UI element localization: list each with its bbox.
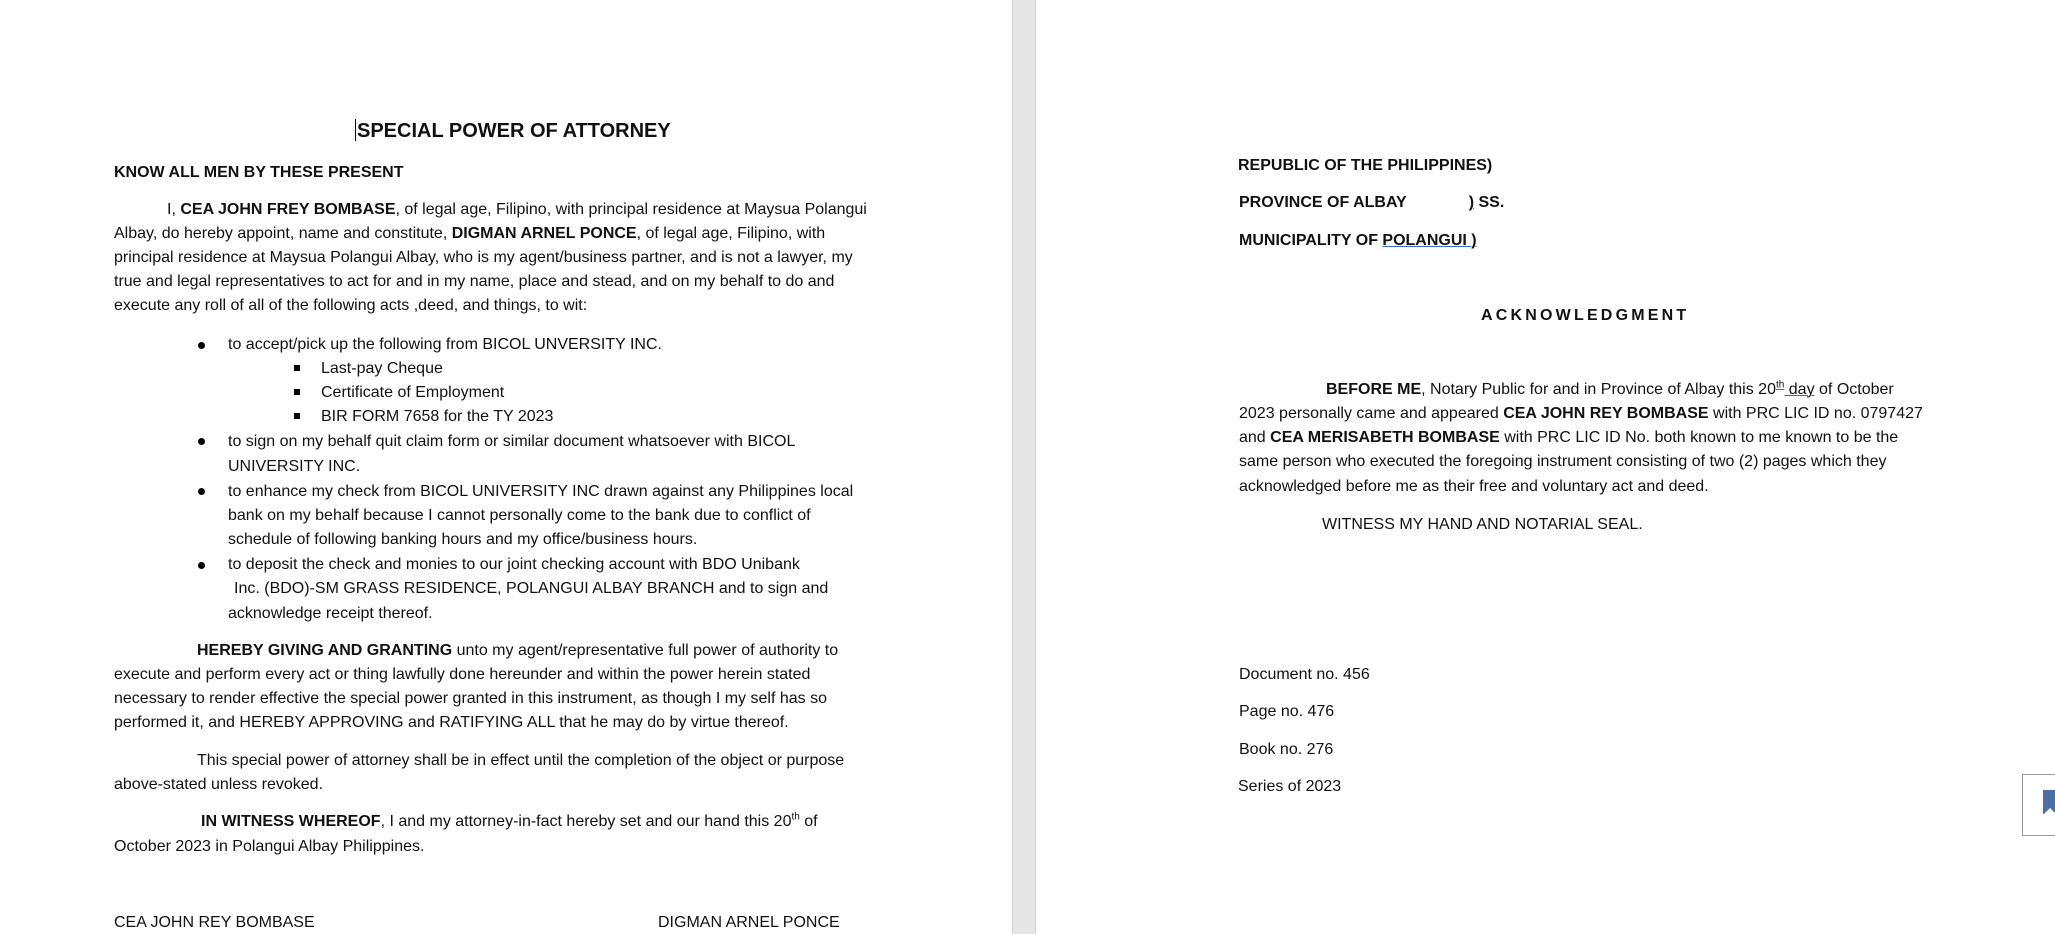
square-bullet-marker xyxy=(294,365,300,371)
page-number: Page no. 476 xyxy=(1239,703,1335,720)
list-item-enhance-line-2: bank on my behalf because I cannot personally come to the bank due to conflict of xyxy=(228,507,811,524)
effect-line-1: This special power of attorney shall be in effect until the completion of the object or purpose xyxy=(197,752,845,769)
know-all-heading: KNOW ALL MEN BY THESE PRESENT xyxy=(114,164,404,181)
list-item-deposit-line-2: Inc. (BDO)-SM GRASS RESIDENCE, POLANGUI ALBAY BRANCH and to sign and xyxy=(234,580,829,597)
intro-line-4: true and legal representatives to act for and in my name, place and stead, and on my behalf to do and xyxy=(114,273,835,290)
document-number: Document no. 456 xyxy=(1239,666,1370,683)
square-bullet-marker xyxy=(294,413,300,419)
intro-line-2: Albay, do hereby appoint, name and constitute, DIGMAN ARNEL PONCE, of legal age, Filipino, with xyxy=(114,225,826,242)
bullet-marker xyxy=(198,562,205,569)
witness-line-2: October 2023 in Polangui Albay Philippines. xyxy=(114,838,425,855)
list-item-sign-line-2: UNIVERSITY INC. xyxy=(228,458,361,475)
bullet-marker xyxy=(198,342,205,349)
document-page-1[interactable] xyxy=(0,0,1012,934)
sub-item-bir-form: BIR FORM 7658 for the TY 2023 xyxy=(321,408,554,425)
hereby-line-1: HEREBY GIVING AND GRANTING unto my agent/representative full power of authority to xyxy=(197,642,839,659)
intro-line-3: principal residence at Maysua Polangui Albay, who is my agent/business partner, and is not a lawyer, my xyxy=(114,249,853,266)
witness-line-1: IN WITNESS WHEREOF, I and my attorney-in-fact hereby set and our hand this 20th of xyxy=(201,811,818,830)
intro-line-5: execute any roll of all of the following acts ,deed, and things, to wit: xyxy=(114,297,588,314)
republic-line: REPUBLIC OF THE PHILIPPINES) xyxy=(1238,157,1493,174)
signatory-agent: DIGMAN ARNEL PONCE xyxy=(658,914,840,931)
ack-line-3: and CEA MERISABETH BOMBASE with PRC LIC ID No. both known to me known to be the xyxy=(1239,429,1899,446)
list-item-deposit-line-1: to deposit the check and monies to our joint checking account with BDO Unibank xyxy=(228,556,800,573)
hereby-line-3: necessary to render effective the special power granted in this instrument, as though I my self has so xyxy=(114,690,827,707)
list-item-enhance-line-1: to enhance my check from BICOL UNIVERSITY INC drawn against any Philippines local xyxy=(228,483,854,500)
bullet-marker xyxy=(198,488,205,495)
series-line: Series of 2023 xyxy=(1238,778,1342,795)
sub-item-last-pay: Last-pay Cheque xyxy=(321,360,443,377)
hereby-line-2: execute and perform every act or thing lawfully done hereunder and within the power herein stated xyxy=(114,666,811,683)
text-cursor xyxy=(355,119,356,141)
hereby-line-4: performed it, and HEREBY APPROVING and RATIFYING ALL that he may do by virtue thereof. xyxy=(114,714,789,731)
list-item-accept: to accept/pick up the following from BICOL UNVERSITY INC. xyxy=(228,336,662,353)
bullet-marker xyxy=(198,438,205,445)
municipality-line: MUNICIPALITY OF POLANGUI ) xyxy=(1239,232,1477,249)
ack-line-1: BEFORE ME, Notary Public for and in Province of Albay this 20th day of October xyxy=(1326,379,1894,398)
side-panel-toggle[interactable] xyxy=(2022,774,2055,836)
square-bullet-marker xyxy=(294,389,300,395)
ack-line-5: acknowledged before me as their free and voluntary act and deed. xyxy=(1239,478,1709,495)
list-item-deposit-line-3: acknowledge receipt thereof. xyxy=(228,605,433,622)
sub-item-certificate: Certificate of Employment xyxy=(321,384,505,401)
book-number: Book no. 276 xyxy=(1239,741,1334,758)
document-title: SPECIAL POWER OF ATTORNEY xyxy=(357,120,671,142)
document-page-2[interactable] xyxy=(1036,0,2055,934)
list-item-sign-line-1: to sign on my behalf quit claim form or similar document whatsoever with BICOL xyxy=(228,433,796,450)
intro-line-1: I, CEA JOHN FREY BOMBASE, of legal age, Filipino, with principal residence at Maysua Polangui xyxy=(167,201,867,218)
province-line: PROVINCE OF ALBAY ) SS. xyxy=(1239,194,1505,211)
list-item-enhance-line-3: schedule of following banking hours and my office/business hours. xyxy=(228,531,698,548)
page-gutter xyxy=(1012,0,1036,934)
acknowledgment-heading: ACKNOWLEDGMENT xyxy=(1481,307,1690,324)
effect-line-2: above-stated unless revoked. xyxy=(114,776,324,793)
ack-line-2: 2023 personally came and appeared CEA JOHN REY BOMBASE with PRC LIC ID no. 0797427 xyxy=(1239,405,1923,422)
ack-line-4: same person who executed the foregoing instrument consisting of two (2) pages which they xyxy=(1239,453,1887,470)
signatory-principal: CEA JOHN REY BOMBASE xyxy=(114,914,315,931)
witness-seal-line: WITNESS MY HAND AND NOTARIAL SEAL. xyxy=(1322,516,1643,533)
